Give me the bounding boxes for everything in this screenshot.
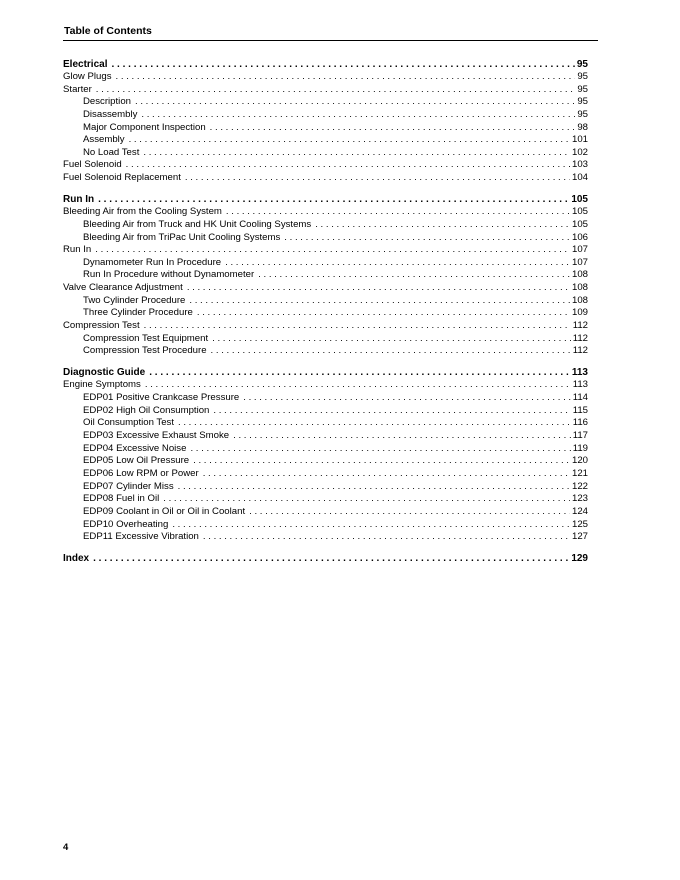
toc-entry-title: Fuel Solenoid bbox=[63, 159, 122, 171]
toc-entry[interactable] bbox=[63, 232, 588, 245]
toc-entry-page: 95 bbox=[577, 108, 588, 120]
toc-dot-leader bbox=[189, 295, 570, 308]
toc-entry-title: Disassembly bbox=[83, 108, 138, 120]
toc-entry[interactable] bbox=[63, 269, 588, 282]
toc-entry[interactable] bbox=[63, 392, 588, 405]
toc-entry[interactable] bbox=[63, 379, 588, 392]
toc-dot-leader bbox=[149, 366, 570, 379]
toc-entry[interactable] bbox=[63, 455, 588, 468]
toc-entry[interactable] bbox=[63, 295, 588, 308]
toc-entry-page: 95 bbox=[576, 59, 588, 70]
toc-dot-leader bbox=[129, 134, 570, 147]
toc-entry-page: 108 bbox=[571, 294, 588, 306]
toc-entry-title: Compression Test Equipment bbox=[83, 332, 209, 344]
toc-entry-page: 95 bbox=[577, 96, 588, 108]
toc-entry-title: Major Component Inspection bbox=[83, 121, 206, 133]
toc-entry-page: 98 bbox=[577, 121, 588, 133]
toc-dot-leader bbox=[96, 84, 576, 97]
toc-entry-page: 117 bbox=[572, 430, 588, 442]
toc-dot-leader bbox=[315, 219, 570, 232]
toc-entry[interactable] bbox=[63, 206, 588, 219]
toc-dot-leader bbox=[284, 232, 570, 245]
toc-entry-title: Dynamometer Run In Procedure bbox=[83, 256, 222, 268]
toc-entry[interactable] bbox=[63, 172, 588, 185]
toc-entry[interactable] bbox=[63, 307, 588, 320]
toc-dot-leader bbox=[172, 519, 570, 532]
toc-dot-leader bbox=[178, 417, 571, 430]
toc-entry-title: Run In bbox=[63, 244, 92, 256]
toc-entry-title: Description bbox=[83, 96, 131, 108]
toc-dot-leader bbox=[187, 282, 570, 295]
toc-entry[interactable] bbox=[63, 96, 588, 109]
toc-section-entry[interactable] bbox=[63, 58, 588, 71]
toc-entry[interactable] bbox=[63, 443, 588, 456]
header-rule bbox=[63, 40, 598, 41]
toc-entry-title: EDP05 Low Oil Pressure bbox=[83, 455, 190, 467]
toc-dot-leader bbox=[193, 455, 570, 468]
toc-dot-leader bbox=[135, 96, 575, 109]
toc-entry-page: 102 bbox=[571, 146, 588, 158]
toc-entry[interactable] bbox=[63, 244, 588, 257]
toc-entry-title: Glow Plugs bbox=[63, 71, 112, 82]
toc-entry[interactable] bbox=[63, 417, 588, 430]
toc-entry-page: 113 bbox=[571, 367, 588, 379]
toc-dot-leader bbox=[243, 392, 570, 405]
toc-entry-title: EDP10 Overheating bbox=[83, 518, 169, 530]
toc-entry[interactable] bbox=[63, 405, 588, 418]
toc-entry-title: Assembly bbox=[83, 134, 125, 146]
toc-entry-title: Starter bbox=[63, 83, 92, 95]
toc-dot-leader bbox=[145, 379, 571, 392]
toc-entry-page: 120 bbox=[571, 455, 588, 467]
toc-entry[interactable] bbox=[63, 430, 588, 443]
toc-entry[interactable] bbox=[63, 257, 588, 270]
toc-entry-page: 108 bbox=[571, 282, 588, 294]
toc-entry-page: 107 bbox=[571, 256, 588, 268]
toc-entry-title: Bleeding Air from the Cooling System bbox=[63, 206, 222, 218]
toc-dot-leader bbox=[144, 320, 571, 333]
toc-entry-title: EDP01 Positive Crankcase Pressure bbox=[83, 392, 240, 404]
toc-entry-page: 105 bbox=[571, 218, 588, 230]
toc-dot-leader bbox=[95, 244, 570, 257]
toc-entry-page: 116 bbox=[572, 417, 588, 429]
toc-entry-title: Run In Procedure without Dynamometer bbox=[83, 269, 255, 281]
toc-entry-title: No Load Test bbox=[83, 146, 140, 158]
toc-dot-leader bbox=[111, 58, 574, 71]
toc-entry-title: Bleeding Air from Truck and HK Unit Cooling Systems bbox=[83, 218, 312, 230]
toc-entry-page: 95 bbox=[577, 83, 588, 95]
toc-entry-page: 129 bbox=[571, 553, 588, 565]
toc-entry-page: 124 bbox=[571, 505, 588, 517]
toc-entry-page: 123 bbox=[571, 493, 588, 505]
toc-dot-leader bbox=[143, 147, 570, 160]
toc-entry-page: 122 bbox=[571, 480, 588, 492]
toc-dot-leader bbox=[203, 468, 570, 481]
toc-entry-page: 114 bbox=[572, 392, 588, 404]
toc-section-entry[interactable] bbox=[63, 552, 588, 565]
toc-entry-title: EDP07 Cylinder Miss bbox=[83, 480, 174, 492]
toc-entry[interactable] bbox=[63, 333, 588, 346]
toc-dot-leader bbox=[141, 109, 575, 122]
toc-entry[interactable] bbox=[63, 320, 588, 333]
toc-entry[interactable] bbox=[63, 84, 588, 97]
toc-entry-page: 104 bbox=[571, 172, 588, 184]
toc-entry-title: Two Cylinder Procedure bbox=[83, 294, 186, 306]
toc-entry[interactable] bbox=[63, 122, 588, 135]
toc-entry-title: Valve Clearance Adjustment bbox=[63, 282, 183, 294]
toc-entry[interactable] bbox=[63, 147, 588, 160]
toc-entry-page: 125 bbox=[571, 518, 588, 530]
toc-dot-leader bbox=[233, 430, 571, 443]
toc-entry-title: Oil Consumption Test bbox=[83, 417, 175, 429]
toc-entry-page: 105 bbox=[571, 206, 588, 218]
toc-entry[interactable] bbox=[63, 159, 588, 172]
toc-entry-title: EDP02 High Oil Consumption bbox=[83, 404, 210, 416]
toc-dot-leader bbox=[203, 531, 570, 544]
toc-entry[interactable] bbox=[63, 468, 588, 481]
toc-entry-title: EDP04 Excessive Noise bbox=[83, 442, 187, 454]
table-of-contents bbox=[63, 58, 588, 565]
toc-entry-title: Three Cylinder Procedure bbox=[83, 307, 193, 319]
toc-dot-leader bbox=[258, 269, 570, 282]
toc-entry-title: Engine Symptoms bbox=[63, 379, 141, 391]
toc-dot-leader bbox=[163, 493, 570, 506]
toc-entry[interactable] bbox=[63, 531, 588, 544]
toc-entry[interactable] bbox=[63, 219, 588, 232]
toc-entry-page: 109 bbox=[571, 307, 588, 319]
toc-dot-leader bbox=[190, 443, 570, 456]
toc-dot-leader bbox=[116, 71, 576, 84]
toc-entry-page: 112 bbox=[572, 320, 588, 332]
toc-entry-page: 101 bbox=[571, 134, 588, 146]
toc-entry-title: EDP06 Low RPM or Power bbox=[83, 467, 199, 479]
toc-entry-page: 105 bbox=[571, 194, 588, 206]
toc-entry-title: Run In bbox=[63, 194, 95, 206]
toc-entry-page: 112 bbox=[572, 332, 588, 344]
toc-entry-title: Compression Test Procedure bbox=[83, 345, 207, 357]
toc-entry-page: 108 bbox=[571, 269, 588, 281]
toc-entry-page: 112 bbox=[572, 345, 588, 357]
toc-entry-title: EDP09 Coolant in Oil or Oil in Coolant bbox=[83, 505, 246, 517]
toc-entry-title: EDP03 Excessive Exhaust Smoke bbox=[83, 430, 230, 442]
toc-dot-leader bbox=[185, 172, 570, 185]
toc-entry[interactable] bbox=[63, 109, 588, 122]
toc-entry-title: Bleeding Air from TriPac Unit Cooling Systems bbox=[83, 231, 281, 243]
toc-entry-title: Fuel Solenoid Replacement bbox=[63, 172, 181, 184]
toc-entry-page: 119 bbox=[572, 442, 588, 454]
toc-dot-leader bbox=[93, 552, 569, 565]
toc-entry-page: 121 bbox=[571, 467, 588, 479]
toc-section-entry[interactable] bbox=[63, 366, 588, 379]
toc-entry[interactable] bbox=[63, 282, 588, 295]
toc-entry-title: Index bbox=[63, 553, 90, 565]
toc-dot-leader bbox=[249, 506, 570, 519]
toc-dot-leader bbox=[126, 159, 570, 172]
toc-entry[interactable] bbox=[63, 481, 588, 494]
toc-section-entry[interactable] bbox=[63, 193, 588, 206]
toc-entry-page: 127 bbox=[571, 531, 588, 543]
toc-entry-page: 113 bbox=[572, 379, 588, 391]
toc-entry[interactable] bbox=[63, 345, 588, 358]
toc-dot-leader bbox=[213, 405, 570, 418]
toc-dot-leader bbox=[210, 122, 576, 135]
toc-entry-title: EDP08 Fuel in Oil bbox=[83, 493, 160, 505]
toc-entry[interactable] bbox=[63, 493, 588, 506]
toc-dot-leader bbox=[212, 333, 571, 346]
toc-entry[interactable] bbox=[63, 519, 588, 532]
toc-dot-leader bbox=[211, 345, 571, 358]
toc-entry-title: Electrical bbox=[63, 59, 108, 70]
toc-entry[interactable] bbox=[63, 71, 588, 84]
toc-entry-page: 107 bbox=[571, 244, 588, 256]
page-header-title: Table of Contents bbox=[64, 25, 152, 37]
toc-entry-page: 103 bbox=[571, 159, 588, 171]
toc-entry-page: 115 bbox=[572, 404, 588, 416]
toc-entry-page: 95 bbox=[577, 71, 588, 82]
toc-dot-leader bbox=[98, 193, 569, 206]
toc-entry-title: EDP11 Excessive Vibration bbox=[83, 531, 199, 543]
toc-dot-leader bbox=[225, 257, 570, 270]
page-number: 4 bbox=[63, 842, 69, 853]
toc-entry-title: Diagnostic Guide bbox=[63, 367, 146, 379]
toc-entry-page: 106 bbox=[571, 231, 588, 243]
toc-dot-leader bbox=[226, 206, 570, 219]
toc-entry-title: Compression Test bbox=[63, 320, 140, 332]
toc-entry[interactable] bbox=[63, 506, 588, 519]
toc-dot-leader bbox=[197, 307, 570, 320]
toc-entry[interactable] bbox=[63, 134, 588, 147]
toc-dot-leader bbox=[178, 481, 570, 494]
